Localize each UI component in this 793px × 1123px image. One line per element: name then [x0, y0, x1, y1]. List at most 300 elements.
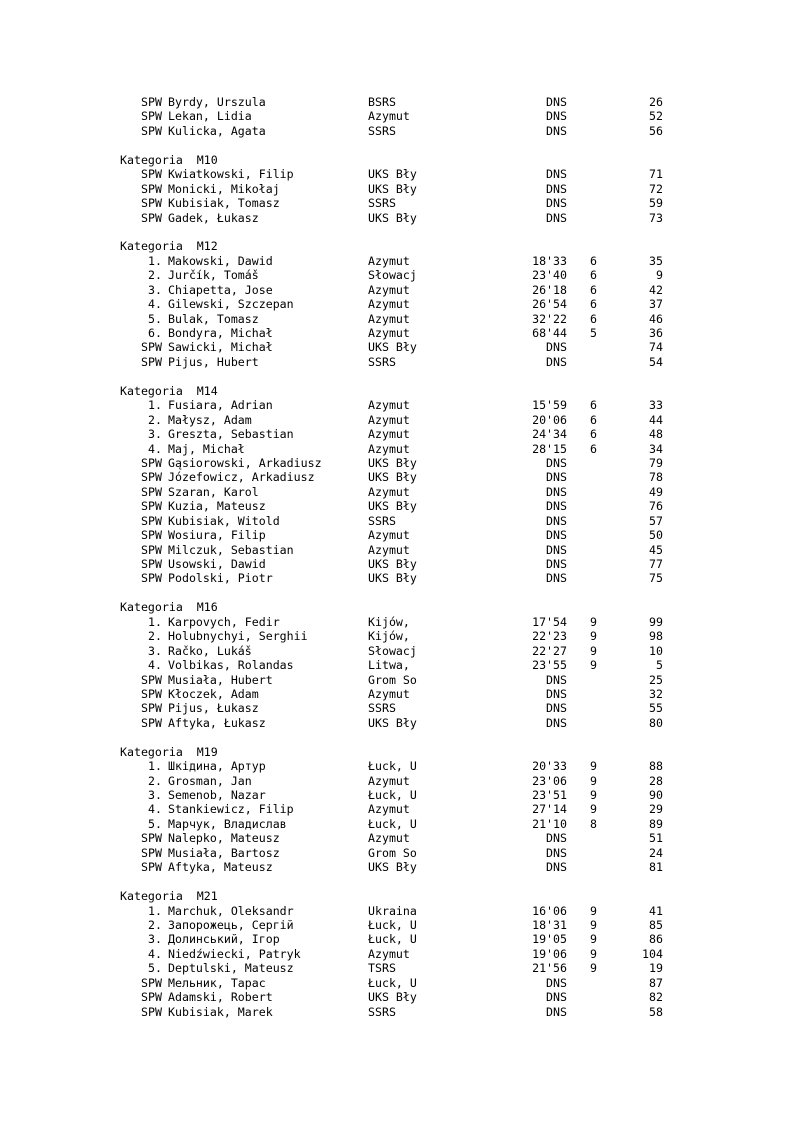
competitor-name: Monicki, Mikołaj: [168, 181, 280, 196]
result-time: DNS: [546, 455, 567, 470]
start-number: 78: [649, 470, 663, 485]
start-number: 46: [649, 311, 663, 326]
club-name: Kijów,: [368, 629, 410, 644]
competitor-name: Kwiatkowski, Filip: [168, 167, 294, 182]
start-number: 9: [656, 268, 663, 283]
competitor-name: Sawicki, Michał: [168, 340, 273, 355]
result-row: [120, 774, 680, 788]
result-time: 23'06: [532, 773, 567, 788]
result-time: DNS: [546, 1004, 567, 1019]
club-name: UKS Bły: [368, 571, 417, 586]
club-name: Azymut: [368, 946, 410, 961]
start-number: 90: [649, 788, 663, 802]
start-number: 54: [649, 354, 663, 369]
result-time: DNS: [546, 354, 567, 369]
start-number: 19: [649, 961, 663, 976]
result-place: SPW: [141, 196, 162, 211]
result-points: 9: [590, 629, 597, 644]
competitor-name: Pijus, Hubert: [168, 354, 259, 369]
competitor-name: Kubisiak, Witold: [168, 513, 280, 528]
result-place: SPW: [141, 860, 162, 875]
result-row: [120, 167, 680, 181]
competitor-name: Bondyra, Michał: [168, 326, 273, 340]
result-row: [120, 571, 680, 585]
competitor-name: Gilewski, Szczepan: [168, 297, 294, 312]
result-place: 1.: [148, 253, 162, 268]
result-time: 26'54: [532, 297, 567, 312]
club-name: UKS Bły: [368, 557, 417, 571]
club-name: Kijów,: [368, 614, 410, 629]
result-row: [120, 470, 680, 484]
competitor-name: Maj, Michał: [168, 441, 245, 456]
result-row: [120, 124, 680, 138]
results-list: [120, 95, 680, 1019]
result-row: [120, 413, 680, 427]
result-place: 1.: [148, 759, 162, 774]
club-name: Azymut: [368, 441, 410, 456]
club-name: Łuck, U: [368, 759, 417, 774]
competitor-name: Józefowicz, Arkadiusz: [168, 470, 315, 485]
start-number: 48: [649, 427, 663, 442]
result-row: [120, 109, 680, 123]
result-time: DNS: [546, 484, 567, 499]
result-row: [120, 673, 680, 687]
start-number: 51: [649, 831, 663, 846]
result-time: DNS: [546, 975, 567, 990]
start-number: 76: [649, 499, 663, 514]
result-place: SPW: [141, 123, 162, 138]
result-points: 6: [590, 297, 597, 312]
start-number: 52: [649, 109, 663, 124]
result-time: 22'27: [532, 643, 567, 658]
result-time: 18'31: [532, 917, 567, 932]
result-points: 9: [590, 788, 597, 802]
start-number: 35: [649, 253, 663, 268]
start-number: 32: [649, 686, 663, 701]
start-number: 73: [649, 210, 663, 225]
start-number: 28: [649, 773, 663, 788]
competitor-name: Stankiewicz, Filip: [168, 802, 294, 817]
result-row: [120, 701, 680, 715]
start-number: 55: [649, 701, 663, 716]
result-time: 32'22: [532, 311, 567, 326]
result-row: [120, 1005, 680, 1019]
result-place: SPW: [141, 975, 162, 990]
result-place: 4.: [148, 658, 162, 673]
club-name: Azymut: [368, 528, 410, 543]
competitor-name: Aftyka, Mateusz: [168, 860, 273, 875]
competitor-name: Запорожець, Сергій: [168, 917, 294, 932]
result-row: [120, 312, 680, 326]
result-place: SPW: [141, 470, 162, 485]
club-name: SSRS: [368, 354, 396, 369]
category-heading: [120, 889, 680, 903]
result-place: 4.: [148, 802, 162, 817]
result-time: DNS: [546, 686, 567, 701]
result-time: 23'40: [532, 268, 567, 283]
result-place: SPW: [141, 484, 162, 499]
result-row: [120, 268, 680, 282]
result-row: [120, 860, 680, 874]
start-number: 26: [649, 95, 663, 109]
result-row: [120, 629, 680, 643]
result-time: 21'56: [532, 961, 567, 976]
competitor-name: Niedźwiecki, Patryk: [168, 946, 301, 961]
start-number: 36: [649, 326, 663, 340]
club-name: Azymut: [368, 412, 410, 427]
result-row: [120, 442, 680, 456]
competitor-name: Volbikas, Rolandas: [168, 658, 294, 673]
start-number: 86: [649, 932, 663, 947]
start-number: 24: [649, 845, 663, 860]
category-title: Kategoria M19: [120, 744, 218, 759]
result-time: DNS: [546, 528, 567, 543]
result-time: DNS: [546, 513, 567, 528]
result-time: DNS: [546, 715, 567, 730]
result-place: 5.: [148, 961, 162, 976]
result-place: SPW: [141, 571, 162, 586]
result-place: 2.: [148, 629, 162, 644]
result-time: 20'06: [532, 412, 567, 427]
club-name: SSRS: [368, 513, 396, 528]
result-row: [120, 211, 680, 225]
result-points: 9: [590, 802, 597, 817]
result-time: DNS: [546, 845, 567, 860]
section-spacer: [120, 730, 680, 744]
result-row: [120, 759, 680, 773]
result-row: [120, 326, 680, 340]
result-time: DNS: [546, 167, 567, 182]
result-time: DNS: [546, 571, 567, 586]
result-place: 3.: [148, 932, 162, 947]
club-name: BSRS: [368, 95, 396, 109]
result-row: [120, 499, 680, 513]
result-place: SPW: [141, 513, 162, 528]
result-time: 21'10: [532, 816, 567, 831]
result-place: 2.: [148, 268, 162, 283]
start-number: 57: [649, 513, 663, 528]
start-number: 25: [649, 672, 663, 687]
result-time: DNS: [546, 831, 567, 846]
club-name: UKS Bły: [368, 455, 417, 470]
result-place: SPW: [141, 109, 162, 124]
start-number: 33: [649, 398, 663, 413]
result-row: [120, 427, 680, 441]
result-place: SPW: [141, 181, 162, 196]
result-time: 15'59: [532, 398, 567, 413]
category-heading: [120, 239, 680, 253]
result-place: 4.: [148, 297, 162, 312]
result-place: SPW: [141, 686, 162, 701]
result-place: SPW: [141, 528, 162, 543]
result-time: DNS: [546, 109, 567, 124]
club-name: SSRS: [368, 701, 396, 716]
result-row: [120, 95, 680, 109]
club-name: SSRS: [368, 123, 396, 138]
result-time: DNS: [546, 701, 567, 716]
result-points: 9: [590, 759, 597, 774]
start-number: 72: [649, 181, 663, 196]
result-time: DNS: [546, 95, 567, 109]
result-time: DNS: [546, 860, 567, 875]
competitor-name: Kuzia, Mateusz: [168, 499, 266, 514]
result-time: 16'06: [532, 903, 567, 918]
club-name: SSRS: [368, 1004, 396, 1019]
result-place: 5.: [148, 311, 162, 326]
section-spacer: [120, 369, 680, 383]
result-time: 23'51: [532, 788, 567, 802]
result-time: DNS: [546, 123, 567, 138]
start-number: 59: [649, 196, 663, 211]
start-number: 75: [649, 571, 663, 586]
result-points: 9: [590, 903, 597, 918]
club-name: UKS Bły: [368, 715, 417, 730]
result-place: 1.: [148, 398, 162, 413]
competitor-name: Nalepko, Mateusz: [168, 831, 280, 846]
result-row: [120, 904, 680, 918]
club-name: Słowacj: [368, 268, 417, 283]
competitor-name: Bulak, Tomasz: [168, 311, 259, 326]
competitor-name: Małysz, Adam: [168, 412, 252, 427]
competitor-name: Kulicka, Agata: [168, 123, 266, 138]
category-title: Kategoria M21: [120, 889, 218, 904]
club-name: UKS Bły: [368, 210, 417, 225]
competitor-name: Greszta, Sebastian: [168, 427, 294, 442]
start-number: 42: [649, 282, 663, 297]
result-place: SPW: [141, 715, 162, 730]
result-points: 6: [590, 311, 597, 326]
competitor-name: Kubisiak, Tomasz: [168, 196, 280, 211]
result-time: 24'34: [532, 427, 567, 442]
result-place: 2.: [148, 773, 162, 788]
club-name: UKS Bły: [368, 340, 417, 355]
result-place: SPW: [141, 167, 162, 182]
competitor-name: Fusiara, Adrian: [168, 398, 273, 413]
competitor-name: Račko, Lukáš: [168, 643, 252, 658]
start-number: 89: [649, 816, 663, 831]
competitor-name: Szaran, Karol: [168, 484, 259, 499]
competitor-name: Шкідина, Артур: [168, 759, 266, 774]
club-name: Azymut: [368, 311, 410, 326]
result-points: 9: [590, 614, 597, 629]
start-number: 10: [649, 643, 663, 658]
result-row: [120, 831, 680, 845]
club-name: Łuck, U: [368, 816, 417, 831]
competitor-name: Semenob, Nazar: [168, 788, 266, 802]
start-number: 82: [649, 990, 663, 1005]
competitor-name: Holubnychyi, Serghii: [168, 629, 308, 644]
competitor-name: Musiała, Hubert: [168, 672, 273, 687]
start-number: 85: [649, 917, 663, 932]
club-name: Grom So: [368, 672, 417, 687]
start-number: 81: [649, 860, 663, 875]
result-place: SPW: [141, 499, 162, 514]
result-points: 9: [590, 643, 597, 658]
club-name: UKS Bły: [368, 860, 417, 875]
start-number: 79: [649, 455, 663, 470]
category-heading: [120, 600, 680, 614]
competitor-name: Makowski, Dawid: [168, 253, 273, 268]
result-time: DNS: [546, 196, 567, 211]
result-place: SPW: [141, 542, 162, 557]
club-name: Azymut: [368, 542, 410, 557]
club-name: Azymut: [368, 831, 410, 846]
start-number: 104: [642, 946, 663, 961]
result-place: 3.: [148, 427, 162, 442]
start-number: 71: [649, 167, 663, 182]
club-name: Litwa,: [368, 658, 410, 673]
competitor-name: Kłoczek, Adam: [168, 686, 259, 701]
result-time: DNS: [546, 990, 567, 1005]
result-row: [120, 196, 680, 210]
result-row: [120, 644, 680, 658]
category-heading: [120, 745, 680, 759]
result-row: [120, 528, 680, 542]
result-place: SPW: [141, 1004, 162, 1019]
club-name: SSRS: [368, 196, 396, 211]
section-spacer: [120, 138, 680, 152]
section-spacer: [120, 225, 680, 239]
competitor-name: Chiapetta, Jose: [168, 282, 273, 297]
result-row: [120, 947, 680, 961]
result-row: [120, 297, 680, 311]
result-row: [120, 976, 680, 990]
club-name: Łuck, U: [368, 788, 417, 802]
club-name: Azymut: [368, 427, 410, 442]
result-time: 19'06: [532, 946, 567, 961]
competitor-name: Pijus, Łukasz: [168, 701, 259, 716]
result-place: 2.: [148, 412, 162, 427]
result-place: 1.: [148, 614, 162, 629]
category-title: Kategoria M16: [120, 600, 218, 615]
result-place: 4.: [148, 946, 162, 961]
result-row: [120, 615, 680, 629]
club-name: TSRS: [368, 961, 396, 976]
result-row: [120, 398, 680, 412]
club-name: Łuck, U: [368, 917, 417, 932]
competitor-name: Deptulski, Mateusz: [168, 961, 294, 976]
result-place: 2.: [148, 917, 162, 932]
result-time: 19'05: [532, 932, 567, 947]
start-number: 41: [649, 903, 663, 918]
result-place: SPW: [141, 210, 162, 225]
competitor-name: Wosiura, Filip: [168, 528, 266, 543]
result-row: [120, 514, 680, 528]
result-points: 6: [590, 412, 597, 427]
competitor-name: Karpovych, Fedir: [168, 614, 280, 629]
result-place: SPW: [141, 557, 162, 571]
result-row: [120, 658, 680, 672]
result-time: DNS: [546, 470, 567, 485]
club-name: Łuck, U: [368, 975, 417, 990]
competitor-name: Lekan, Lidia: [168, 109, 252, 124]
result-place: 3.: [148, 643, 162, 658]
category-heading: [120, 384, 680, 398]
result-place: 5.: [148, 816, 162, 831]
competitor-name: Milczuk, Sebastian: [168, 542, 294, 557]
result-place: 1.: [148, 903, 162, 918]
start-number: 5: [656, 658, 663, 673]
category-heading: [120, 153, 680, 167]
result-points: 6: [590, 427, 597, 442]
competitor-name: Gąsiorowski, Arkadiusz: [168, 455, 322, 470]
result-time: 27'14: [532, 802, 567, 817]
club-name: UKS Bły: [368, 167, 417, 182]
result-row: [120, 961, 680, 975]
result-place: 4.: [148, 441, 162, 456]
start-number: 29: [649, 802, 663, 817]
start-number: 56: [649, 123, 663, 138]
result-row: [120, 456, 680, 470]
result-row: [120, 802, 680, 816]
club-name: Azymut: [368, 686, 410, 701]
start-number: 87: [649, 975, 663, 990]
result-row: [120, 716, 680, 730]
club-name: Azymut: [368, 802, 410, 817]
competitor-name: Kubisiak, Marek: [168, 1004, 273, 1019]
result-points: 6: [590, 398, 597, 413]
result-place: SPW: [141, 95, 162, 109]
result-points: 9: [590, 946, 597, 961]
result-row: [120, 543, 680, 557]
result-place: 6.: [148, 326, 162, 340]
result-points: 8: [590, 816, 597, 831]
result-points: 9: [590, 961, 597, 976]
competitor-name: Jurčík, Tomáš: [168, 268, 259, 283]
result-points: 6: [590, 253, 597, 268]
start-number: 34: [649, 441, 663, 456]
result-points: 9: [590, 658, 597, 673]
club-name: Azymut: [368, 773, 410, 788]
result-row: [120, 788, 680, 802]
competitor-name: Marchuk, Oleksandr: [168, 903, 294, 918]
result-row: [120, 254, 680, 268]
club-name: Ukraina: [368, 903, 417, 918]
result-time: 28'15: [532, 441, 567, 456]
result-time: DNS: [546, 557, 567, 571]
result-row: [120, 485, 680, 499]
club-name: UKS Bły: [368, 181, 417, 196]
result-place: SPW: [141, 455, 162, 470]
result-points: 9: [590, 773, 597, 788]
competitor-name: Долинський, Ігор: [168, 932, 280, 947]
competitor-name: Usowski, Dawid: [168, 557, 266, 571]
competitor-name: Gadek, Łukasz: [168, 210, 259, 225]
result-row: [120, 283, 680, 297]
club-name: Azymut: [368, 484, 410, 499]
result-time: 23'55: [532, 658, 567, 673]
start-number: 77: [649, 557, 663, 571]
result-row: [120, 846, 680, 860]
result-time: DNS: [546, 672, 567, 687]
category-title: Kategoria M10: [120, 152, 218, 167]
competitor-name: Мельник, Тарас: [168, 975, 266, 990]
start-number: 88: [649, 759, 663, 774]
club-name: Azymut: [368, 297, 410, 312]
section-spacer: [120, 875, 680, 889]
result-place: SPW: [141, 831, 162, 846]
club-name: Grom So: [368, 845, 417, 860]
start-number: 99: [649, 614, 663, 629]
competitor-name: Grosman, Jan: [168, 773, 252, 788]
club-name: Łuck, U: [368, 932, 417, 947]
result-row: [120, 932, 680, 946]
start-number: 45: [649, 542, 663, 557]
start-number: 37: [649, 297, 663, 312]
start-number: 80: [649, 715, 663, 730]
club-name: Azymut: [368, 253, 410, 268]
result-place: SPW: [141, 845, 162, 860]
